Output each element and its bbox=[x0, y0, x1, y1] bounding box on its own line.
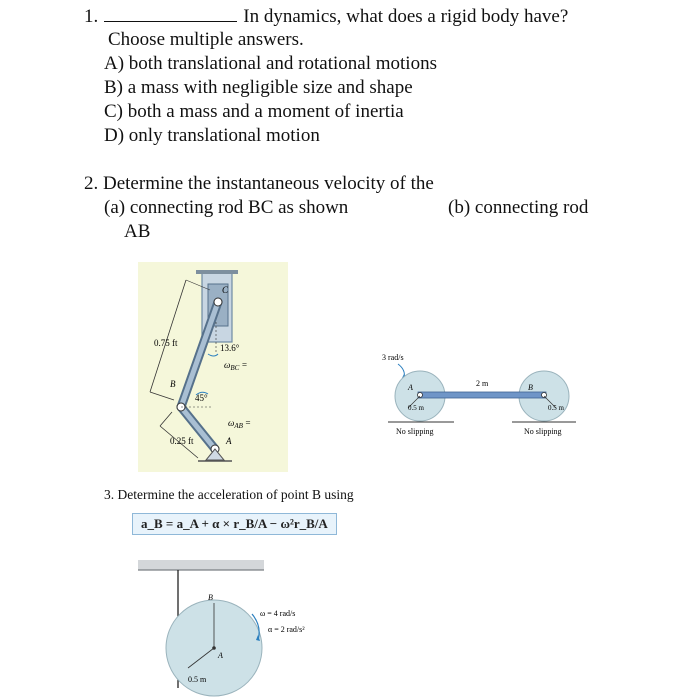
label-slip-right: No slipping bbox=[524, 427, 562, 436]
q2-line1: 2. Determine the instantaneous velocity of the bbox=[84, 173, 434, 194]
connecting-rod-ab bbox=[418, 392, 546, 398]
q1-option-c[interactable]: C) both a mass and a moment of inertia bbox=[104, 101, 404, 122]
label-a: A bbox=[218, 651, 223, 660]
label-omega-bc: $\omega_{BC}$ = bbox=[224, 360, 248, 372]
figure-pendulum-disk bbox=[132, 558, 332, 698]
q2-part-a: (a) connecting rod BC as shown bbox=[104, 197, 349, 218]
q1-option-a[interactable]: A) both translational and rotational motions bbox=[104, 53, 437, 74]
q3-text: 3. Determine the acceleration of point B using bbox=[104, 487, 354, 502]
q1-header bbox=[84, 4, 568, 29]
label-b: B bbox=[208, 593, 213, 602]
figure-piston-mechanism bbox=[138, 262, 288, 472]
label-c: C bbox=[222, 285, 229, 295]
q1-number: 1. bbox=[84, 6, 99, 27]
label-a: A bbox=[226, 436, 232, 446]
label-omega: 3 rad/s bbox=[382, 353, 404, 362]
label-length: 2 m bbox=[476, 379, 489, 388]
label-len-top: 0.75 ft bbox=[154, 338, 178, 348]
label-b: B bbox=[170, 379, 176, 389]
label-omega: ω = 4 rad/s bbox=[260, 609, 296, 618]
q2-part-b-cont: AB bbox=[124, 221, 151, 242]
q1-option-b[interactable]: B) a mass with negligible size and shape bbox=[104, 77, 413, 98]
label-a: A bbox=[408, 383, 413, 392]
ceiling bbox=[138, 560, 264, 570]
label-radius: 0.5 m bbox=[188, 675, 207, 684]
label-angle-top: 13.6° bbox=[220, 343, 240, 353]
label-alpha: α = 2 rad/s² bbox=[268, 625, 305, 634]
label-len-bottom: 0.25 ft bbox=[170, 436, 194, 446]
label-slip-left: No slipping bbox=[396, 427, 434, 436]
label-b: B bbox=[528, 383, 533, 392]
figure-wheels-rod bbox=[378, 342, 578, 446]
q1-answer-blank[interactable] bbox=[104, 4, 237, 22]
label-omega-ab: $\omega_{AB}$ = bbox=[228, 418, 251, 430]
label-angle-b: 45° bbox=[195, 393, 208, 403]
label-radius-left: 0.5 m bbox=[408, 404, 424, 412]
q2-part-b: (b) connecting rod bbox=[448, 197, 589, 218]
q1-option-d[interactable]: D) only translational motion bbox=[104, 125, 320, 146]
q1-question: In dynamics, what does a rigid body have? bbox=[243, 6, 569, 27]
q1-instruction: Choose multiple answers. bbox=[108, 29, 304, 50]
q3-formula: a_B = a_A + α × r_B/A − ω²r_B/A bbox=[132, 513, 337, 535]
label-radius-right: 0.5 m bbox=[548, 404, 564, 412]
